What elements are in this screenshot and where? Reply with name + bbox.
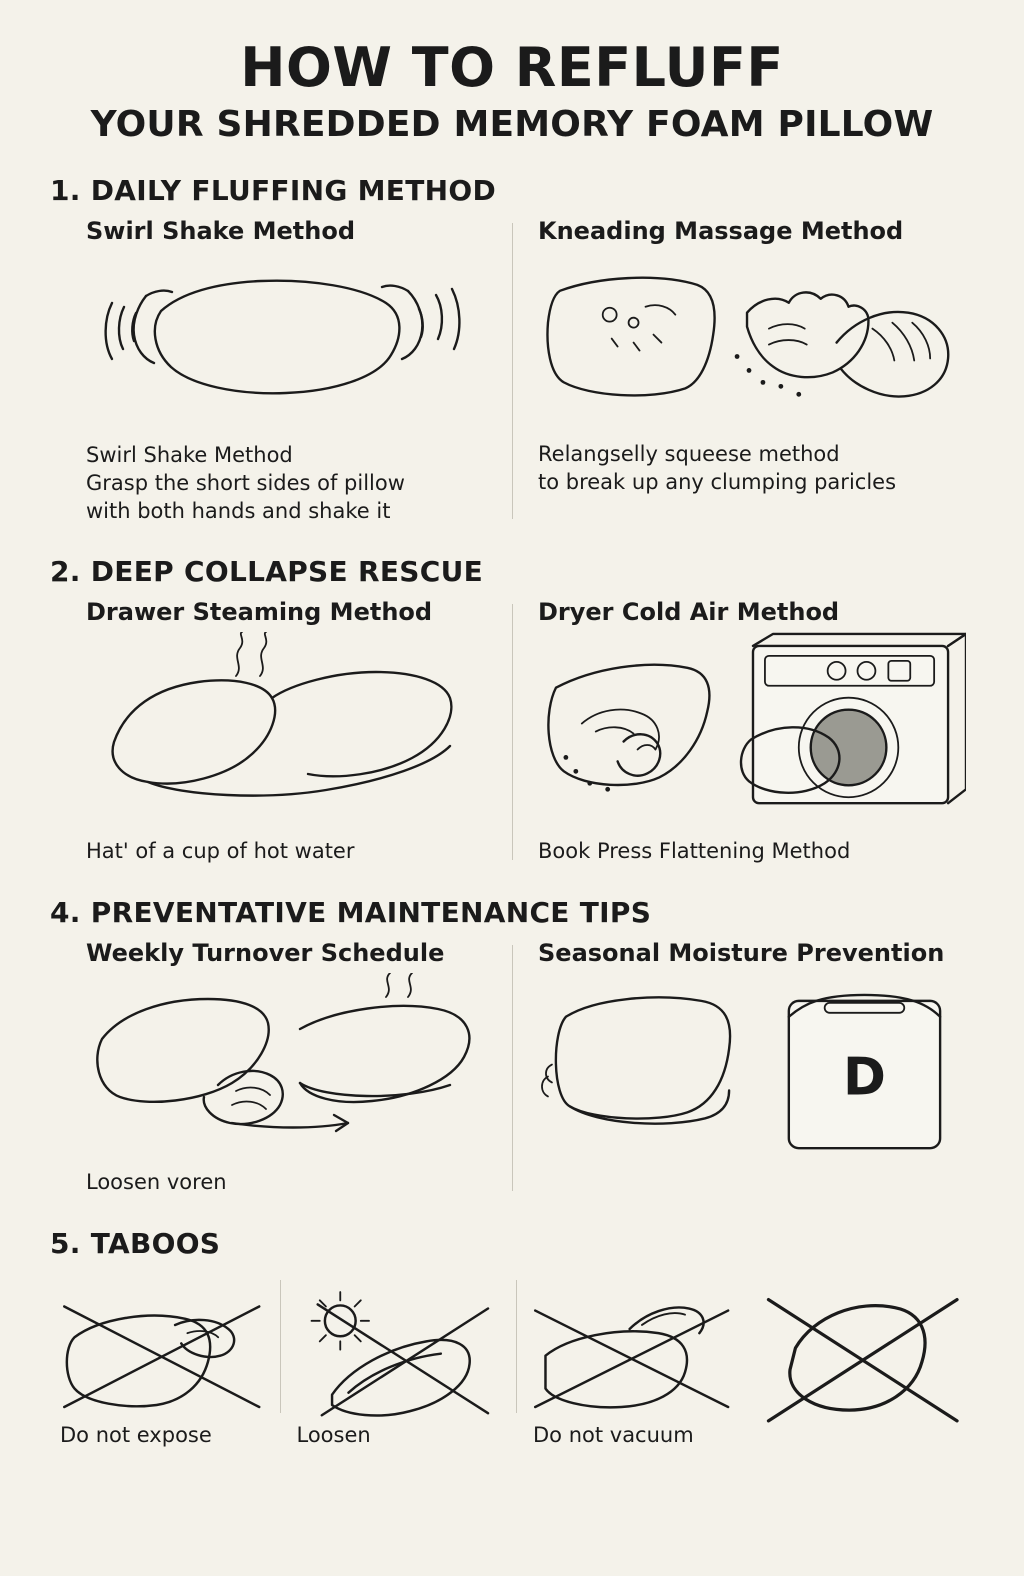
- section-5-title: 5. TABOOS: [50, 1226, 221, 1260]
- taboo-row: [48, 1270, 976, 1447]
- section-1-columns: [48, 217, 976, 525]
- weekly-turnover-caption: [86, 1169, 486, 1197]
- book-press-caption: [538, 838, 966, 866]
- taboo-divider-1: [280, 1280, 281, 1413]
- dryer-cold-air-illustration: [538, 632, 966, 831]
- section-1-right: [512, 217, 976, 525]
- swirl-shake-caption: [86, 442, 486, 525]
- kneading-massage-caption: [538, 441, 966, 496]
- taboo-extra: [749, 1270, 977, 1447]
- swirl-shake-heading: Swirl Shake Method: [86, 217, 356, 246]
- section-4-title: 4. PREVENTATIVE MAINTENANCE TIPS: [50, 896, 652, 930]
- section-4-right: [512, 939, 976, 1197]
- dryer-cold-air-heading: Dryer Cold Air Method: [538, 598, 840, 627]
- caption-line: Swirl Shake Method: [86, 443, 293, 468]
- taboo-caption: Do not expose: [60, 1422, 212, 1447]
- section-2-left: [48, 598, 512, 866]
- section-2-columns: [48, 598, 976, 866]
- seasonal-moisture-illustration: [538, 973, 966, 1162]
- section-4-columns: [48, 939, 976, 1197]
- drawer-steaming-illustration: [86, 632, 486, 832]
- page-title: HOW TO REFLUFF: [240, 36, 784, 99]
- no-fold-illustration: [755, 1270, 971, 1445]
- section-4-divider: [512, 945, 513, 1191]
- seasonal-moisture-heading: Seasonal Moisture Prevention: [538, 939, 945, 968]
- section-2-right: [512, 598, 976, 866]
- caption-line: Book Press Flattening Method: [538, 838, 851, 863]
- taboo-caption: Loosen: [296, 1422, 371, 1447]
- kneading-massage-illustration: [538, 251, 966, 435]
- taboo-do-not-expose: [48, 1288, 276, 1447]
- taboo-caption: Do not vacuum: [533, 1422, 694, 1447]
- caption-line: Hat' of a cup of hot water: [86, 839, 355, 864]
- weekly-turnover-illustration: [86, 973, 486, 1163]
- swirl-shake-illustration: [86, 251, 486, 436]
- section-4-left: [48, 939, 512, 1197]
- page-subtitle: YOUR SHREDDED MEMORY FOAM PILLOW: [90, 103, 934, 145]
- caption-line: Loosen voren: [86, 1170, 227, 1195]
- taboo-loosen: [285, 1288, 513, 1447]
- caption-line: to break up any clumping paricles: [538, 470, 897, 495]
- section-1-title: 1. DAILY FLUFFING METHOD: [50, 174, 497, 208]
- section-2-divider: [512, 604, 513, 860]
- section-1-divider: [512, 223, 513, 519]
- section-2-title: 2. DEEP COLLAPSE RESCUE: [50, 555, 484, 589]
- no-wash-illustration: [54, 1288, 270, 1421]
- caption-line: with both hands and shake it: [86, 498, 391, 523]
- infographic-page: [0, 36, 1024, 1576]
- taboo-divider-2: [516, 1280, 517, 1413]
- drawer-steaming-caption: [86, 838, 486, 866]
- no-vacuum-illustration: [527, 1288, 743, 1421]
- caption-line: Grasp the short sides of pillow: [86, 471, 405, 495]
- drawer-steaming-heading: Drawer Steaming Method: [86, 598, 433, 627]
- weekly-turnover-heading: Weekly Turnover Schedule: [86, 939, 445, 968]
- caption-line: Relangselly squeese method: [538, 442, 840, 467]
- desiccant-letter: D: [842, 1047, 886, 1108]
- no-sun-illustration: [291, 1288, 507, 1421]
- section-1-left: [48, 217, 512, 525]
- kneading-massage-heading: Kneading Massage Method: [538, 217, 904, 246]
- taboo-do-not-vacuum: [521, 1288, 749, 1447]
